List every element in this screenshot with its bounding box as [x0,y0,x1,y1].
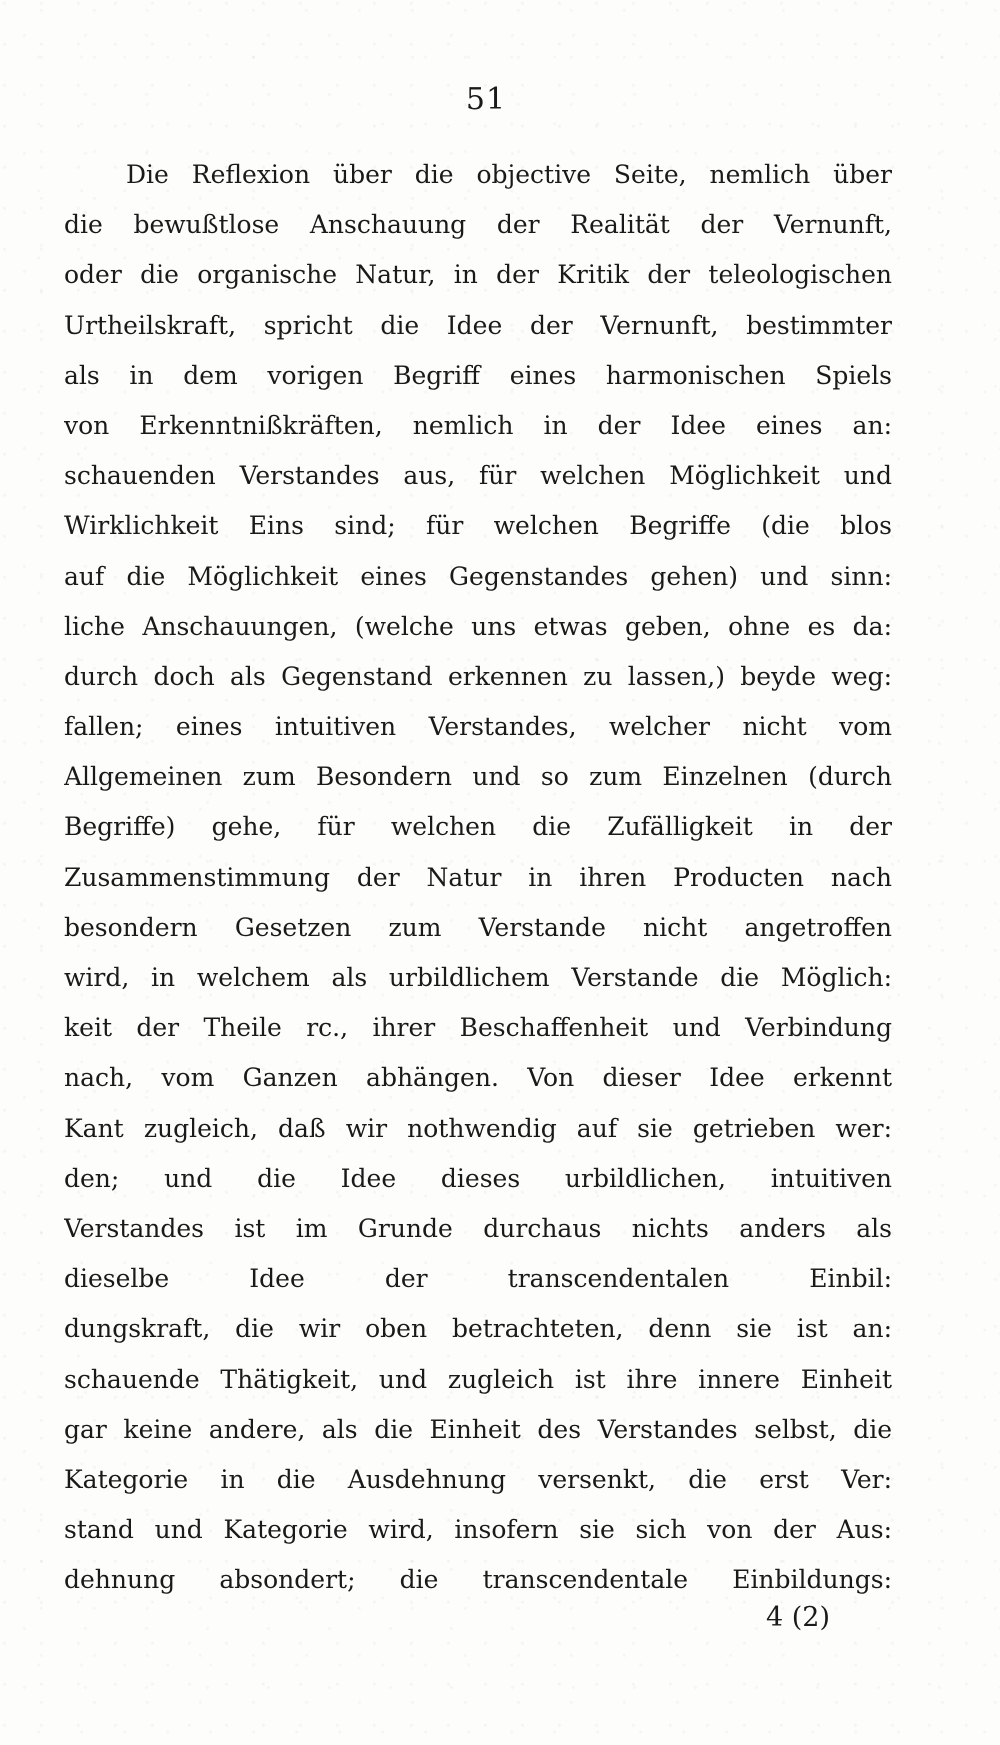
text-line: den; und die Idee dieses urbildlichen, intuitiven [64,1163,892,1193]
text-line: auf die Möglichkeit eines Gegenstandes gehen) und sinn: [64,561,892,591]
text-line: liche Anschauungen, (welche uns etwas geben, ohne es da: [64,611,892,641]
text-line: Kategorie in die Ausdehnung versenkt, die erst Ver: [64,1464,892,1494]
text-line: Die Reflexion über die objective Seite, nemlich über [126,160,892,189]
text-line: oder die organische Natur, in der Kritik der teleologischen [64,260,892,290]
text-line: von Erkenntnißkräften, nemlich in der Idee eines an: [64,410,892,440]
text-line: Wirklichkeit Eins sind; für welchen Begriffe (die blos [64,511,892,541]
text-line: Allgemeinen zum Besondern und so zum Einzelnen (durch [64,762,892,792]
text-line: besondern Gesetzen zum Verstande nicht angetroffen [64,912,892,942]
text-line: stand und Kategorie wird, insofern sie sich von der Aus: [64,1515,892,1545]
body-text [64,150,892,1605]
text-line: als in dem vorigen Begriff eines harmonischen Spiels [64,360,892,390]
text-line: nach, vom Ganzen abhängen. Von dieser Idee erkennt [64,1063,892,1093]
text-line: fallen; eines intuitiven Verstandes, welcher nicht vom [64,712,892,742]
text-line: Verstandes ist im Grunde durchaus nichts anders als [64,1213,892,1243]
text-line: Begriffe) gehe, für welchen die Zufälligkeit in der [64,812,892,842]
text-line: Urtheilskraft, spricht die Idee der Vernunft, bestimmter [64,310,892,340]
text-line: Zusammenstimmung der Natur in ihren Producten nach [64,862,892,892]
text-line: die bewußtlose Anschauung der Realität der Vernunft, [64,210,892,240]
text-line: dieselbe Idee der transcendentalen Einbil: [64,1264,892,1294]
text-line: dehnung absondert; die transcendentale Einbildungs: [64,1565,892,1595]
text-line: durch doch als Gegenstand erkennen zu lassen,) beyde weg: [64,661,892,691]
text-line: dungskraft, die wir oben betrachteten, denn sie ist an: [64,1314,892,1344]
page-number: 51 [465,82,507,117]
text-line: Kant zugleich, daß wir nothwendig auf sie getrieben wer: [64,1113,892,1143]
printer-signature-mark: 4 (2) [766,1602,831,1633]
text-line: schauenden Verstandes aus, für welchen Möglichkeit und [64,461,892,491]
text-line: keit der Theile rc., ihrer Beschaffenheit und Verbindung [64,1013,892,1043]
text-line: wird, in welchem als urbildlichem Verstande die Möglich: [64,963,892,992]
text-line: schauende Thätigkeit, und zugleich ist ihre innere Einheit [64,1364,892,1394]
text-line: gar keine andere, als die Einheit des Verstandes selbst, die [64,1414,892,1444]
